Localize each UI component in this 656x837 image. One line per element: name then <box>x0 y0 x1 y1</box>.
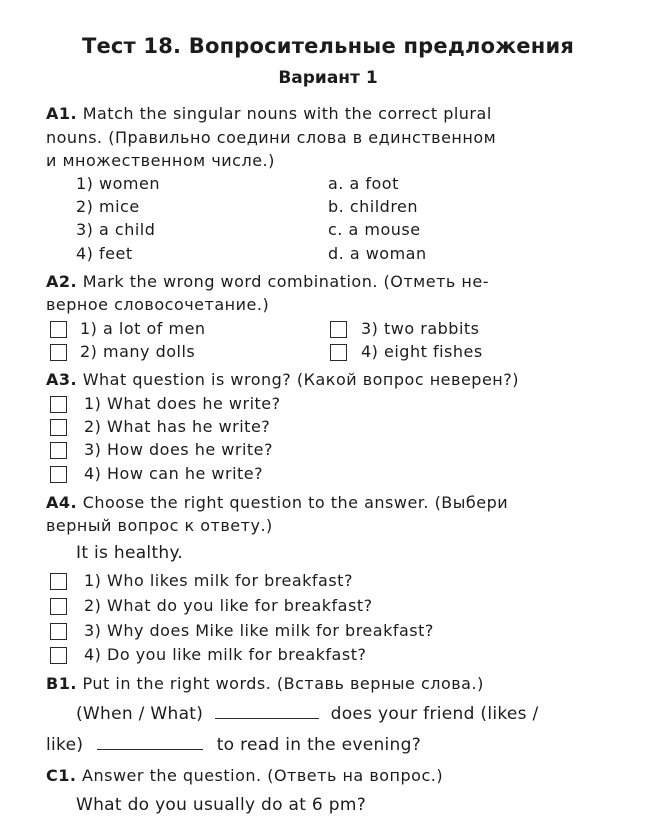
a4-option-2: 2) What do you like for breakfast? <box>84 596 373 615</box>
a1-code: A1. <box>46 104 78 123</box>
a3-option-1: 1) What does he write? <box>84 394 281 413</box>
a2-option-2: 2) many dolls <box>80 342 196 361</box>
variant-heading: Вариант 1 <box>278 68 378 88</box>
a3-line1-text: What question is wrong? (Какой вопрос неверен?) <box>82 370 519 389</box>
a4-instruction-line1 <box>46 493 508 512</box>
a2-option-1: 1) a lot of men <box>80 319 206 338</box>
b1-part1: (When / What) <box>76 704 204 724</box>
b1-sentence-line1 <box>76 703 539 724</box>
a3-checkbox-2[interactable] <box>50 419 67 436</box>
a3-checkbox-1[interactable] <box>50 396 67 413</box>
a3-code: A3. <box>46 370 78 389</box>
a1-instruction-line2: nouns. (Правильно соедини слова в единственном <box>46 128 497 147</box>
a1-right-item-d: d. a woman <box>328 244 427 263</box>
a4-option-3: 3) Why does Mike like milk for breakfast? <box>84 621 434 640</box>
a1-instruction-line1 <box>46 104 492 123</box>
c1-instruction-line1 <box>46 766 443 785</box>
a4-instruction-line2: верный вопрос к ответу.) <box>46 516 273 535</box>
a1-left-item-4: 4) feet <box>76 244 133 263</box>
c1-line1-text: Answer the question. (Ответь на вопрос.) <box>82 766 444 785</box>
b1-part2: does your friend (likes / <box>330 704 539 724</box>
a4-checkbox-4[interactable] <box>50 647 67 664</box>
a3-checkbox-4[interactable] <box>50 466 67 483</box>
a2-checkbox-1[interactable] <box>50 321 67 338</box>
a4-checkbox-3[interactable] <box>50 623 67 640</box>
c1-code: C1. <box>46 766 77 785</box>
a2-checkbox-3[interactable] <box>330 321 347 338</box>
a4-line1-text: Choose the right question to the answer. (Выбери <box>82 493 509 512</box>
a2-instruction-line2: верное словосочетание.) <box>46 295 270 314</box>
a4-answer-text: It is healthy. <box>76 543 184 563</box>
a1-left-item-2: 2) mice <box>76 197 140 216</box>
b1-instruction-line1 <box>46 674 484 693</box>
a2-checkbox-4[interactable] <box>330 344 347 361</box>
a1-left-item-1: 1) women <box>76 174 160 193</box>
a3-instruction-line1 <box>46 370 519 389</box>
a3-option-3: 3) How does he write? <box>84 440 273 459</box>
a4-checkbox-1[interactable] <box>50 573 67 590</box>
a4-checkbox-2[interactable] <box>50 598 67 615</box>
a4-option-1: 1) Who likes milk for breakfast? <box>84 571 353 590</box>
a1-instruction-line3: и множественном числе.) <box>46 151 275 170</box>
a2-option-4: 4) eight fishes <box>361 342 483 361</box>
b1-part3: like) <box>46 735 84 755</box>
a2-option-3: 3) two rabbits <box>361 319 480 338</box>
b1-blank-2[interactable] <box>97 734 203 750</box>
a3-option-4: 4) How can he write? <box>84 464 264 483</box>
a2-instruction-line1 <box>46 272 489 291</box>
b1-sentence-line2 <box>46 734 421 755</box>
a1-right-item-c: c. a mouse <box>328 220 421 239</box>
b1-line1-text: Put in the right words. (Вставь верные слова.) <box>82 674 484 693</box>
a3-option-2: 2) What has he write? <box>84 417 271 436</box>
b1-code: B1. <box>46 674 77 693</box>
a2-checkbox-2[interactable] <box>50 344 67 361</box>
a3-checkbox-3[interactable] <box>50 442 67 459</box>
a4-code: A4. <box>46 493 78 512</box>
b1-part4: to read in the evening? <box>216 735 422 755</box>
page-title: Тест 18. Вопросительные предложения <box>81 34 575 58</box>
a2-code: A2. <box>46 272 78 291</box>
a2-line1-text: Mark the wrong word combination. (Отметь не- <box>82 272 489 291</box>
b1-blank-1[interactable] <box>215 703 319 719</box>
c1-question: What do you usually do at 6 pm? <box>76 795 367 815</box>
a1-line1-text: Match the singular nouns with the correct plural <box>82 104 492 123</box>
a1-left-item-3: 3) a child <box>76 220 156 239</box>
a4-option-4: 4) Do you like milk for breakfast? <box>84 645 367 664</box>
a1-right-item-a: a. a foot <box>328 174 399 193</box>
a1-right-item-b: b. children <box>328 197 419 216</box>
